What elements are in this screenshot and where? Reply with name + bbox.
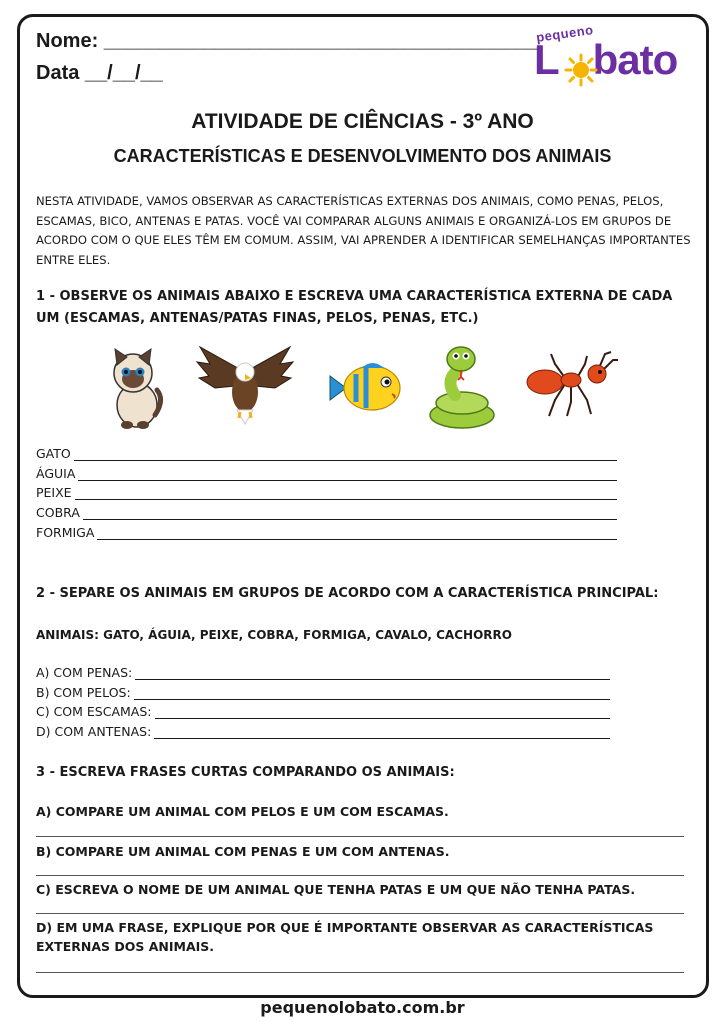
group-blank[interactable] <box>135 668 610 680</box>
answer-blank[interactable] <box>97 528 617 540</box>
question-2: 2 - SEPARE OS ANIMAIS EM GRUPOS DE ACORDO COM A CARACTERÍSTICA PRINCIPAL: <box>36 586 659 601</box>
group-row-label: C) COM ESCAMAS: <box>36 704 152 720</box>
ant-icon <box>525 350 620 420</box>
intro-paragraph: NESTA ATIVIDADE, VAMOS OBSERVAR AS CARACTERÍSTICAS EXTERNAS DOS ANIMAIS, COMO PENAS, PELOS, ESCAMAS, BICO, ANTENAS E PATAS. VOCÊ VAI COMPARAR ALGUNS ANIMAIS E ORGANIZÁ-LOS EM GRUPOS DE ACORDO COM O QUE ELES TÊM EM COMUM. ASSIM, VAI APRENDER A IDENTIFICAR SEMELHANÇAS IMPORTANTES ENTRE ELES. <box>36 194 691 267</box>
answer-row-label: PEIXE <box>36 485 72 501</box>
group-blank[interactable] <box>155 707 610 719</box>
question-3: 3 - ESCREVA FRASES CURTAS COMPARANDO OS ANIMAIS: <box>36 765 455 780</box>
animal-images <box>100 340 630 435</box>
answer-blank[interactable] <box>83 508 617 520</box>
answer-row-label: FORMIGA <box>36 524 95 540</box>
logo-big-text: L bato <box>534 36 678 83</box>
answer-row-2[interactable] <box>36 485 617 500</box>
page-subtitle: CARACTERÍSTICAS E DESENVOLVIMENTO DOS ANIMAIS <box>113 146 612 166</box>
answer-blank[interactable] <box>78 469 617 481</box>
snake-icon <box>425 343 500 431</box>
group-row-2[interactable] <box>36 704 610 719</box>
answer-row-label: GATO <box>36 446 71 461</box>
group-blank[interactable] <box>154 727 610 739</box>
answer-row-1[interactable] <box>36 466 617 481</box>
sub-question-1: B) COMPARE UM ANIMAL COM PENAS E UM COM ANTENAS. <box>36 844 450 859</box>
name-field[interactable] <box>36 30 538 53</box>
group-row-label: A) COM PENAS: <box>36 665 133 680</box>
group-row-label: B) COM PELOS: <box>36 684 131 700</box>
group-row-1[interactable] <box>36 685 610 700</box>
group-row-label: D) COM ANTENAS: <box>36 724 152 740</box>
group-blank[interactable] <box>134 688 610 700</box>
question-1: 1 - OBSERVE OS ANIMAIS ABAIXO E ESCREVA UMA CARACTERÍSTICA EXTERNA DE CADA UM (ESCAMAS, ANTENAS/PATAS FINAS, PELOS, PENAS, ETC.) <box>36 289 673 326</box>
sub-question-3: D) EM UMA FRASE, EXPLIQUE POR QUE É IMPORTANTE OBSERVAR AS CARACTERÍSTICAS EXTERNAS DOS ANIMAIS. <box>36 920 654 954</box>
answer-row-4[interactable] <box>36 525 617 540</box>
answer-blank[interactable] <box>74 449 617 461</box>
answer-line-2[interactable] <box>36 913 684 914</box>
sun-icon <box>564 53 598 87</box>
answer-row-0[interactable] <box>36 446 617 461</box>
answer-row-label: COBRA <box>36 505 80 521</box>
fish-icon <box>322 358 407 418</box>
cat-icon <box>105 345 165 430</box>
answer-blank[interactable] <box>75 488 617 500</box>
brand-logo <box>530 22 700 96</box>
answer-row-label: ÁGUIA <box>36 465 76 481</box>
logo-small-text: pequeno <box>535 22 595 45</box>
sub-question-2: C) ESCREVA O NOME DE UM ANIMAL QUE TENHA PATAS E UM QUE NÃO TENHA PATAS. <box>36 882 636 897</box>
answer-line-3[interactable] <box>36 972 684 973</box>
animals-list: ANIMAIS: GATO, ÁGUIA, PEIXE, COBRA, FORMIGA, CAVALO, CACHORRO <box>36 628 512 642</box>
answer-line-1[interactable] <box>36 875 684 876</box>
name-label: Nome: <box>36 30 99 52</box>
date-field[interactable]: Data __/__/__ <box>36 62 163 84</box>
eagle-icon <box>195 342 295 427</box>
sub-question-0: A) COMPARE UM ANIMAL COM PELOS E UM COM ESCAMAS. <box>36 804 449 819</box>
group-row-0[interactable] <box>36 665 610 680</box>
footer-url[interactable]: pequenolobato.com.br <box>260 998 465 1017</box>
answer-row-3[interactable] <box>36 505 617 520</box>
page-title: ATIVIDADE DE CIÊNCIAS - 3º ANO <box>191 110 534 133</box>
answer-line-0[interactable] <box>36 836 684 837</box>
group-row-3[interactable] <box>36 724 610 739</box>
name-blank: _______________________________________ <box>103 30 538 52</box>
